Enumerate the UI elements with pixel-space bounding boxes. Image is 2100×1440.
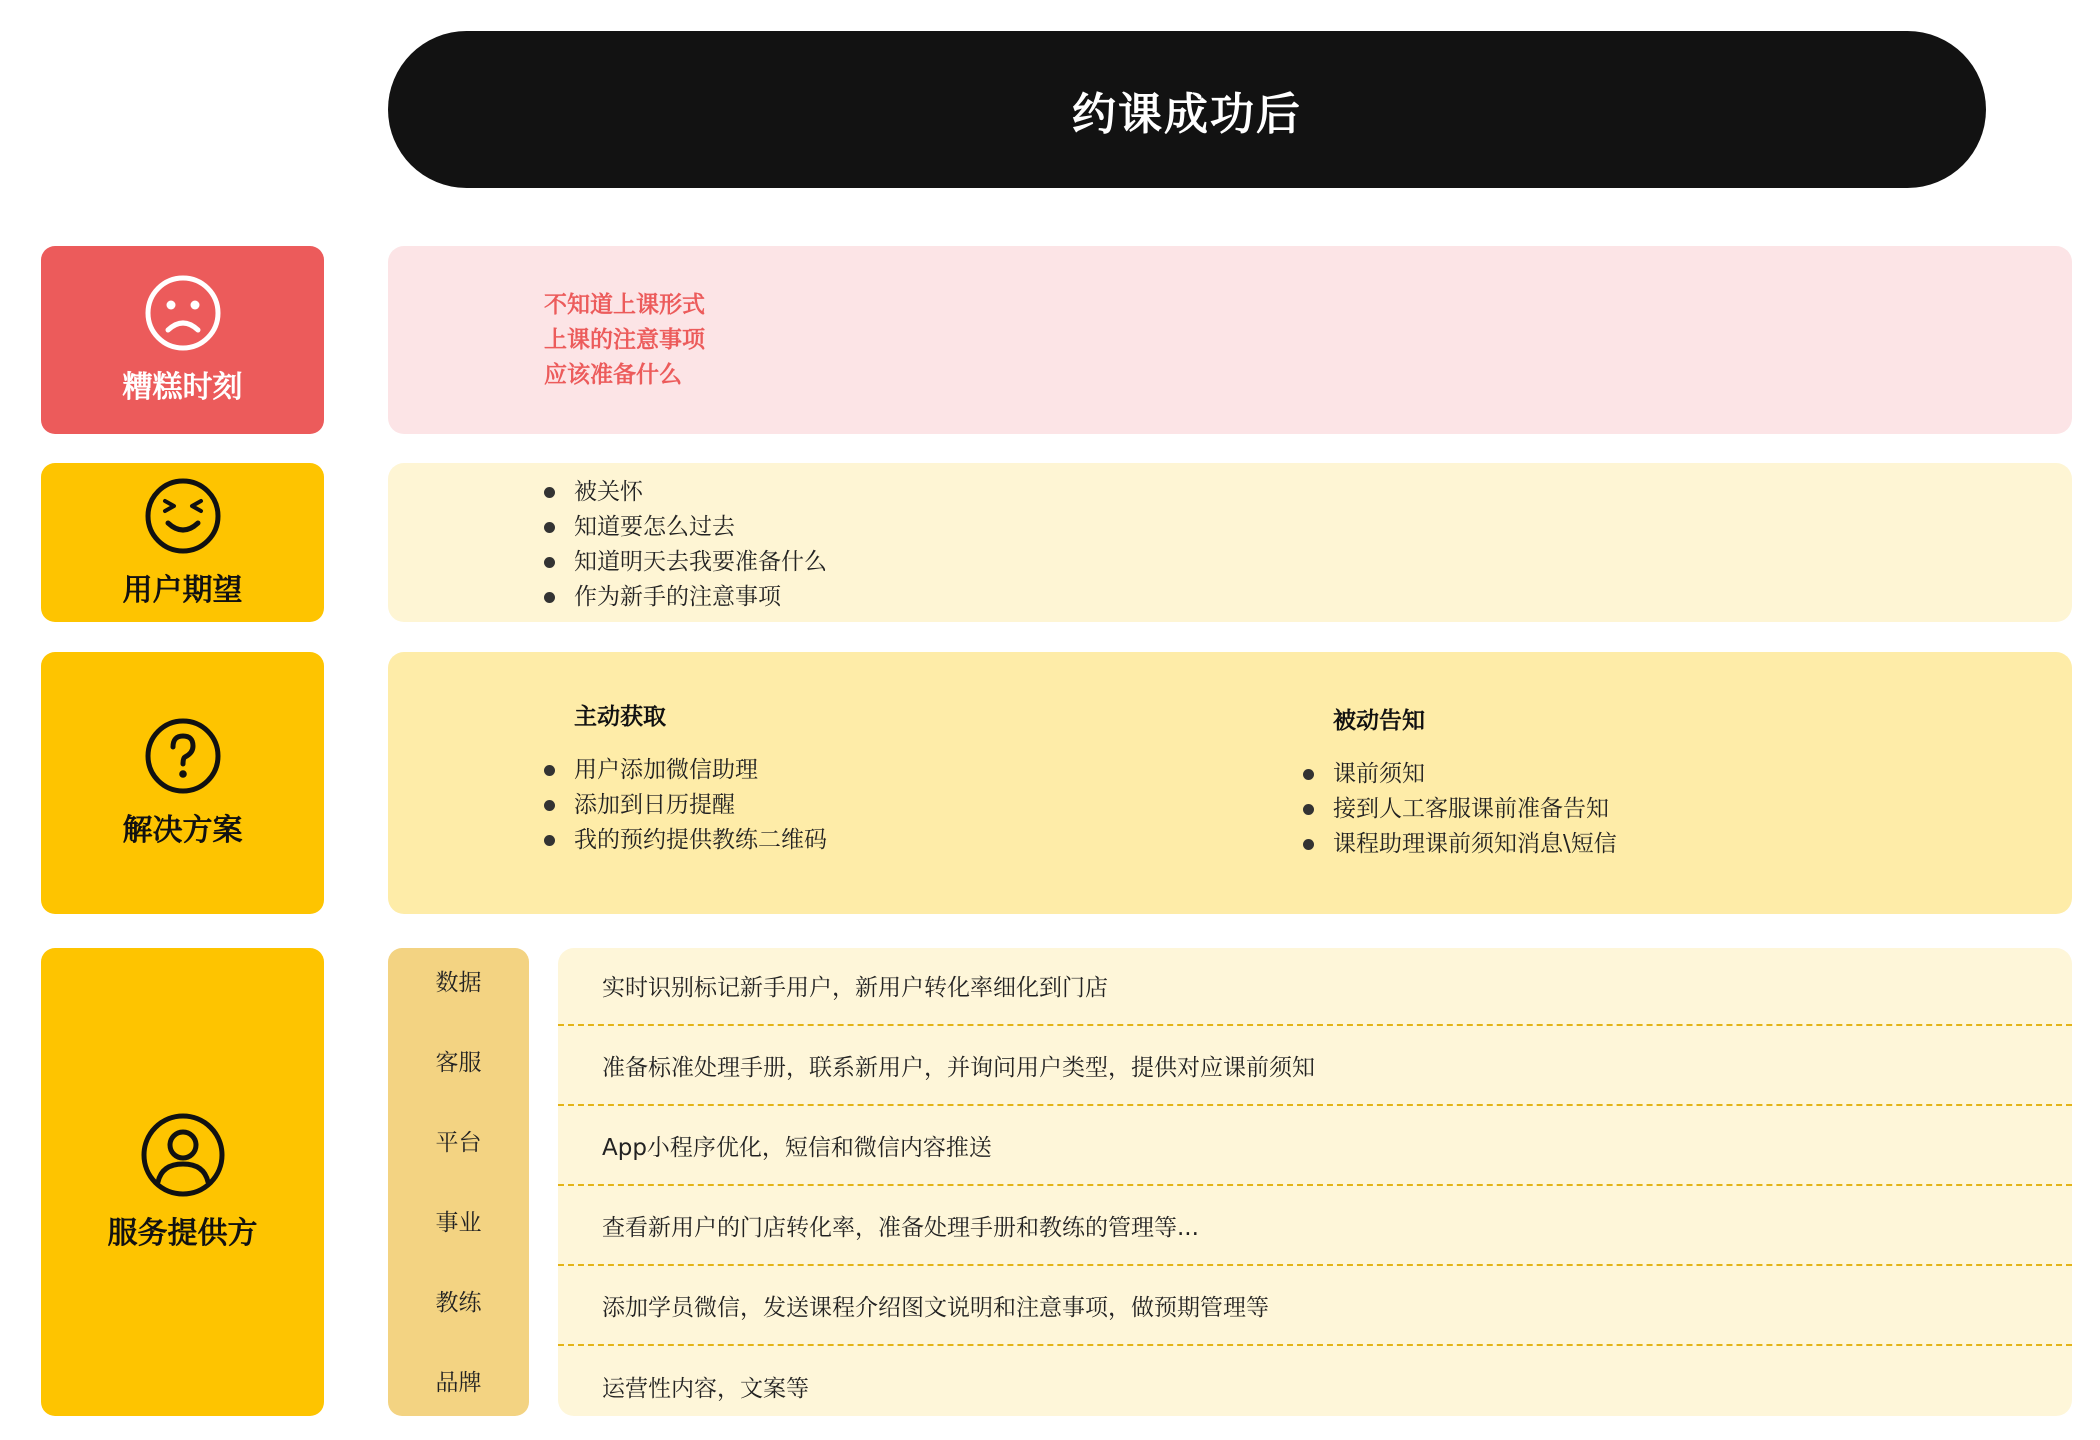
list-item: 我的预约提供教练二维码: [544, 823, 827, 858]
list-item: 添加到日历提醒: [544, 788, 827, 823]
bad-moment-line: 应该准备什么: [544, 362, 682, 388]
bad-moment-content: [388, 246, 2072, 434]
bad-moment-line: 不知道上课形式: [544, 292, 705, 318]
passive-notification-list: [1303, 757, 1617, 862]
list-item: 被关怀: [544, 475, 827, 510]
role-label: 教练: [435, 1290, 482, 1316]
stage-title: 约课成功后: [1072, 88, 1302, 140]
table-row: 运营性内容，文案等: [602, 1375, 809, 1402]
sad-face-icon: [144, 274, 222, 352]
table-row: 实时识别标记新手用户，新用户转化率细化到门店: [558, 946, 2072, 1026]
solution-label-card: [41, 652, 324, 914]
stage-title-banner: [388, 31, 1986, 188]
active-acquisition-column: [544, 698, 827, 858]
role-label: 平台: [435, 1130, 482, 1156]
list-item: 知道要怎么过去: [544, 510, 827, 545]
bad-moment-label-card: [41, 246, 324, 434]
user-expectation-label-card: [41, 463, 324, 622]
table-row: 准备标准处理手册，联系新用户，并询问用户类型，提供对应课前须知: [558, 1026, 2072, 1106]
role-label: 事业: [435, 1210, 482, 1236]
expectation-list: [544, 475, 827, 615]
user-icon: [140, 1112, 226, 1198]
service-provider-label: 服务提供方: [107, 1216, 258, 1251]
list-item: 课程助理课前须知消息\短信: [1303, 827, 1617, 862]
active-acquisition-title: 主动获取: [574, 704, 666, 730]
list-item: 课前须知: [1303, 757, 1617, 792]
table-row: 添加学员微信，发送课程介绍图文说明和注意事项，做预期管理等: [558, 1266, 2072, 1346]
happy-face-icon: [144, 477, 222, 555]
role-column: [388, 948, 529, 1416]
duty-panel: [558, 948, 2072, 1416]
bad-moment-lines: [544, 288, 705, 393]
service-provider-label-card: [41, 948, 324, 1416]
solution-label: 解决方案: [122, 813, 243, 848]
solution-content: [388, 652, 2072, 914]
user-expectation-content: [388, 463, 2072, 622]
bad-moment-label: 糟糕时刻: [122, 370, 243, 405]
list-item: 用户添加微信助理: [544, 753, 827, 788]
question-icon: [144, 717, 222, 795]
list-item: 作为新手的注意事项: [544, 580, 827, 615]
role-label: 数据: [435, 970, 482, 996]
role-label: 品牌: [435, 1370, 482, 1396]
list-item: 接到人工客服课前准备告知: [1303, 792, 1617, 827]
user-expectation-label: 用户期望: [122, 572, 243, 608]
role-label: 客服: [435, 1050, 482, 1076]
active-acquisition-list: [544, 753, 827, 858]
table-row: 查看新用户的门店转化率，准备处理手册和教练的管理等...: [558, 1186, 2072, 1266]
list-item: 知道明天去我要准备什么: [544, 545, 827, 580]
passive-notification-title: 被动告知: [1333, 708, 1425, 734]
passive-notification-column: [1303, 702, 1617, 862]
table-row: App小程序优化，短信和微信内容推送: [558, 1106, 2072, 1186]
bad-moment-line: 上课的注意事项: [544, 327, 705, 353]
